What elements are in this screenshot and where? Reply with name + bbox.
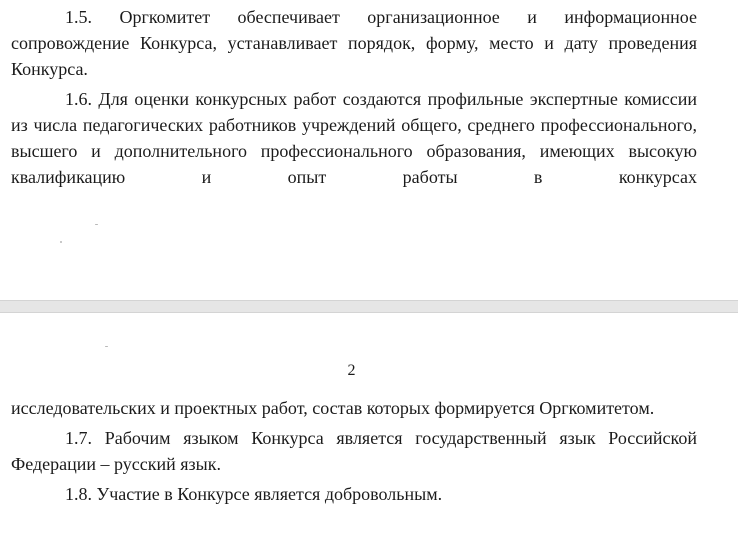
document-page-2 [0, 313, 738, 537]
paragraph-1-5: 1.5. Оргкомитет обеспечивает организационное и информационное сопровождение Конкурса, устанавливает порядок, форму, место и дату проведения Конкурса. [11, 7, 697, 79]
scan-speck [60, 241, 62, 243]
paragraph-1-6: 1.6. Для оценки конкурсных работ создаются профильные экспертные комиссии из числа педагогических работников учреждений общего, среднего профессионального, высшего и дополнительного профессионального образования, имеющих высокую квалификацию и опыт работы в конкурсах [11, 89, 697, 187]
page-number: 2 [347, 362, 356, 379]
paragraph-continuation: исследовательских и проектных работ, состав которых формируется Оргкомитетом. [11, 398, 655, 418]
page-1-text [11, 4, 697, 194]
page-separator [0, 300, 738, 313]
scan-speck [95, 224, 98, 225]
page-2-text [11, 395, 697, 511]
paragraph-1-7: 1.7. Рабочим языком Конкурса является государственный язык Российской Федерации – русский язык. [11, 428, 697, 474]
scan-speck [105, 346, 108, 347]
paragraph-1-8: 1.8. Участие в Конкурсе является добровольным. [65, 484, 443, 504]
